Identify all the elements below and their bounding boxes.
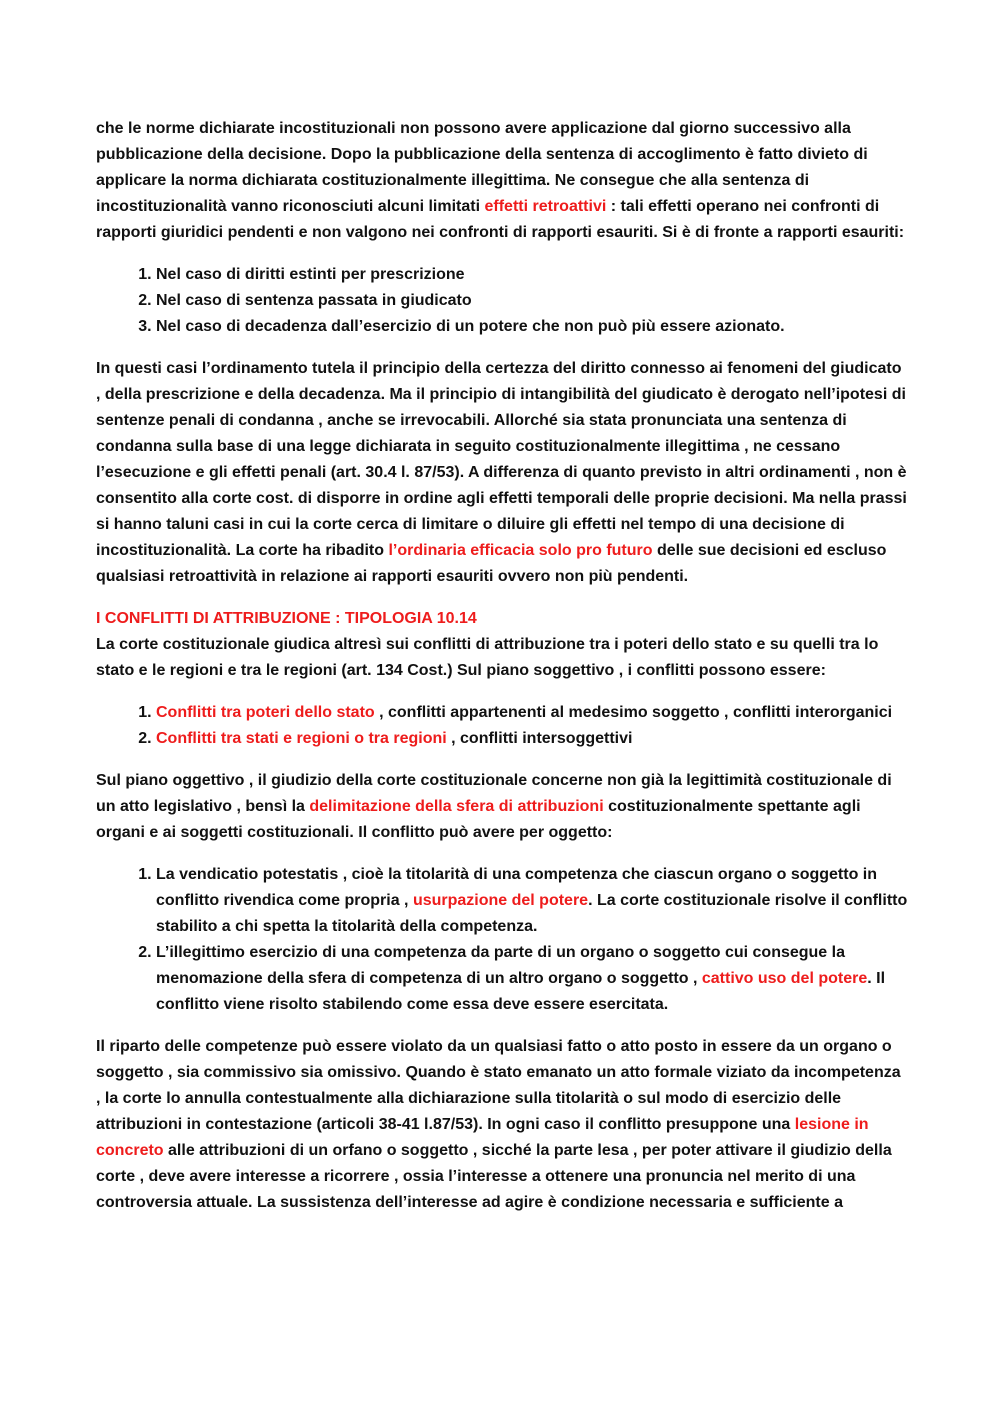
paragraph-piano-oggettivo: Sul piano oggettivo , il giudizio della corte costituzionale concerne non già la legittimità costituzionale di un atto legislativo , bensì la delimitazione della sfera di attribuzioni costituzionalmente spettante agli organi e ai soggetti costituzionali. Il conflitto può avere per oggetto: [96,772,892,841]
list-conflitti-soggettivi [96,700,908,752]
highlight-delimitazione: delimitazione della sfera di attribuzioni [309,798,604,815]
list-item: 1. Nel caso di diritti estinti per prescrizione [156,262,908,288]
list-item: 1. La vendicatio potestatis , cioè la titolarità di una competenza che ciascun organo o soggetto in conflitto rivendica come propria , usurpazione del potere. La corte costituzionale risolve il conflitto stabilito a chi spetta la titolarità della competenza. [156,862,908,940]
list-item: 2. Nel caso di sentenza passata in giudicato [156,288,908,314]
highlight-term: cattivo uso del potere [701,970,868,987]
highlight-lesione-concreto: lesione in concreto [96,1116,869,1159]
highlight-term: Conflitti tra poteri dello stato [156,704,375,721]
list-rapporti-esauriti [96,262,908,340]
highlight-term: usurpazione del potere [412,892,589,909]
highlight-term: Conflitti tra stati e regioni o tra regioni [156,730,447,747]
section-heading: I CONFLITTI DI ATTRIBUZIONE : TIPOLOGIA 10.14 [96,610,477,627]
list-item: 2. L’illegittimo esercizio di una competenza da parte di un organo o soggetto cui consegue la menomazione della sfera di competenza di un altro organo o soggetto , cattivo uso del potere. Il conflitto viene risolto stabilendo come essa deve essere esercitata. [156,940,908,1018]
list-item: 2. Conflitti tra stati e regioni o tra regioni , conflitti intersoggettivi [156,726,908,752]
list-oggetto-conflitto [96,862,908,1018]
paragraph-certezza-diritto: In questi casi l’ordinamento tutela il principio della certezza del diritto connesso ai fenomeni del giudicato , della prescrizione e della decadenza. Ma il principio di intangibilità del giudicato è derogato nell’ipotesi di sentenze penali di condanna , anche se irrevocabili. Allorché sia stata pronunciata una sentenza di condanna sulla base di una legge dichiarata in seguito costituzionalmente illegittima , ne cessano l’esecuzione e gli effetti penali (art. 30.4 l. 87/53). A differenza di quanto previsto in altri ordinamenti , non è consentito alla corte cost. di disporre in ordine agli effetti temporali delle proprie decisioni. Ma nella prassi si hanno taluni casi in cui la corte cerca di limitare o diluire gli effetti nel tempo di una decisione di incostituzionalità. La corte ha ribadito l’ordinaria efficacia solo pro futuro delle sue decisioni ed escluso qualsiasi retroattività in relazione ai rapporti esauriti ovvero non più pendenti. [96,360,907,585]
paragraph-conflitti-intro: La corte costituzionale giudica altresì sui conflitti di attribuzione tra i poteri dello stato e su quelli tra lo stato e le regioni e tra le regioni (art. 134 Cost.) Sul piano soggettivo , i conflitti possono essere: [96,636,879,679]
highlight-effetti-retroattivi: effetti retroattivi [484,198,607,215]
paragraph-retroactive-effects: che le norme dichiarate incostituzionali non possono avere applicazione dal giorno successivo alla pubblicazione della decisione. Dopo la pubblicazione della sentenza di accoglimento è fatto divieto di applicare la norma dichiarata costituzionalmente illegittima. Ne consegue che alla sentenza di incostituzionalità vanno riconosciuti alcuni limitati effetti retroattivi : tali effetti operano nei confronti di rapporti giuridici pendenti e non valgono nei confronti di rapporti esauriti. Si è di fronte a rapporti esauriti: [96,120,905,241]
paragraph-riparto-competenze: Il riparto delle competenze può essere violato da un qualsiasi fatto o atto posto in essere da un organo o soggetto , sia commissivo sia omissivo. Quando è stato emanato un atto formale viziato da incompetenza , la corte lo annulla contestualmente alla dichiarazione sulla titolarità o sul modo di esercizio delle attribuzioni in contestazione (articoli 38-41 l.87/53). In ogni caso il conflitto presuppone una lesione in concreto alle attribuzioni di un orfano o soggetto , sicché la parte lesa , per poter attivare il giudizio della corte , deve avere interesse a ricorrere , ossia l’interesse a ottenere una pronuncia nel merito di una controversia attuale. La sussistenza dell’interesse ad agire è condizione necessaria e sufficiente a [96,1038,901,1211]
list-item: 1. Conflitti tra poteri dello stato , conflitti appartenenti al medesimo soggetto , conflitti interorganici [156,700,908,726]
list-item: 3. Nel caso di decadenza dall’esercizio di un potere che non può più essere azionato. [156,314,908,340]
highlight-efficacia-pro-futuro: l’ordinaria efficacia solo pro futuro [388,542,653,559]
